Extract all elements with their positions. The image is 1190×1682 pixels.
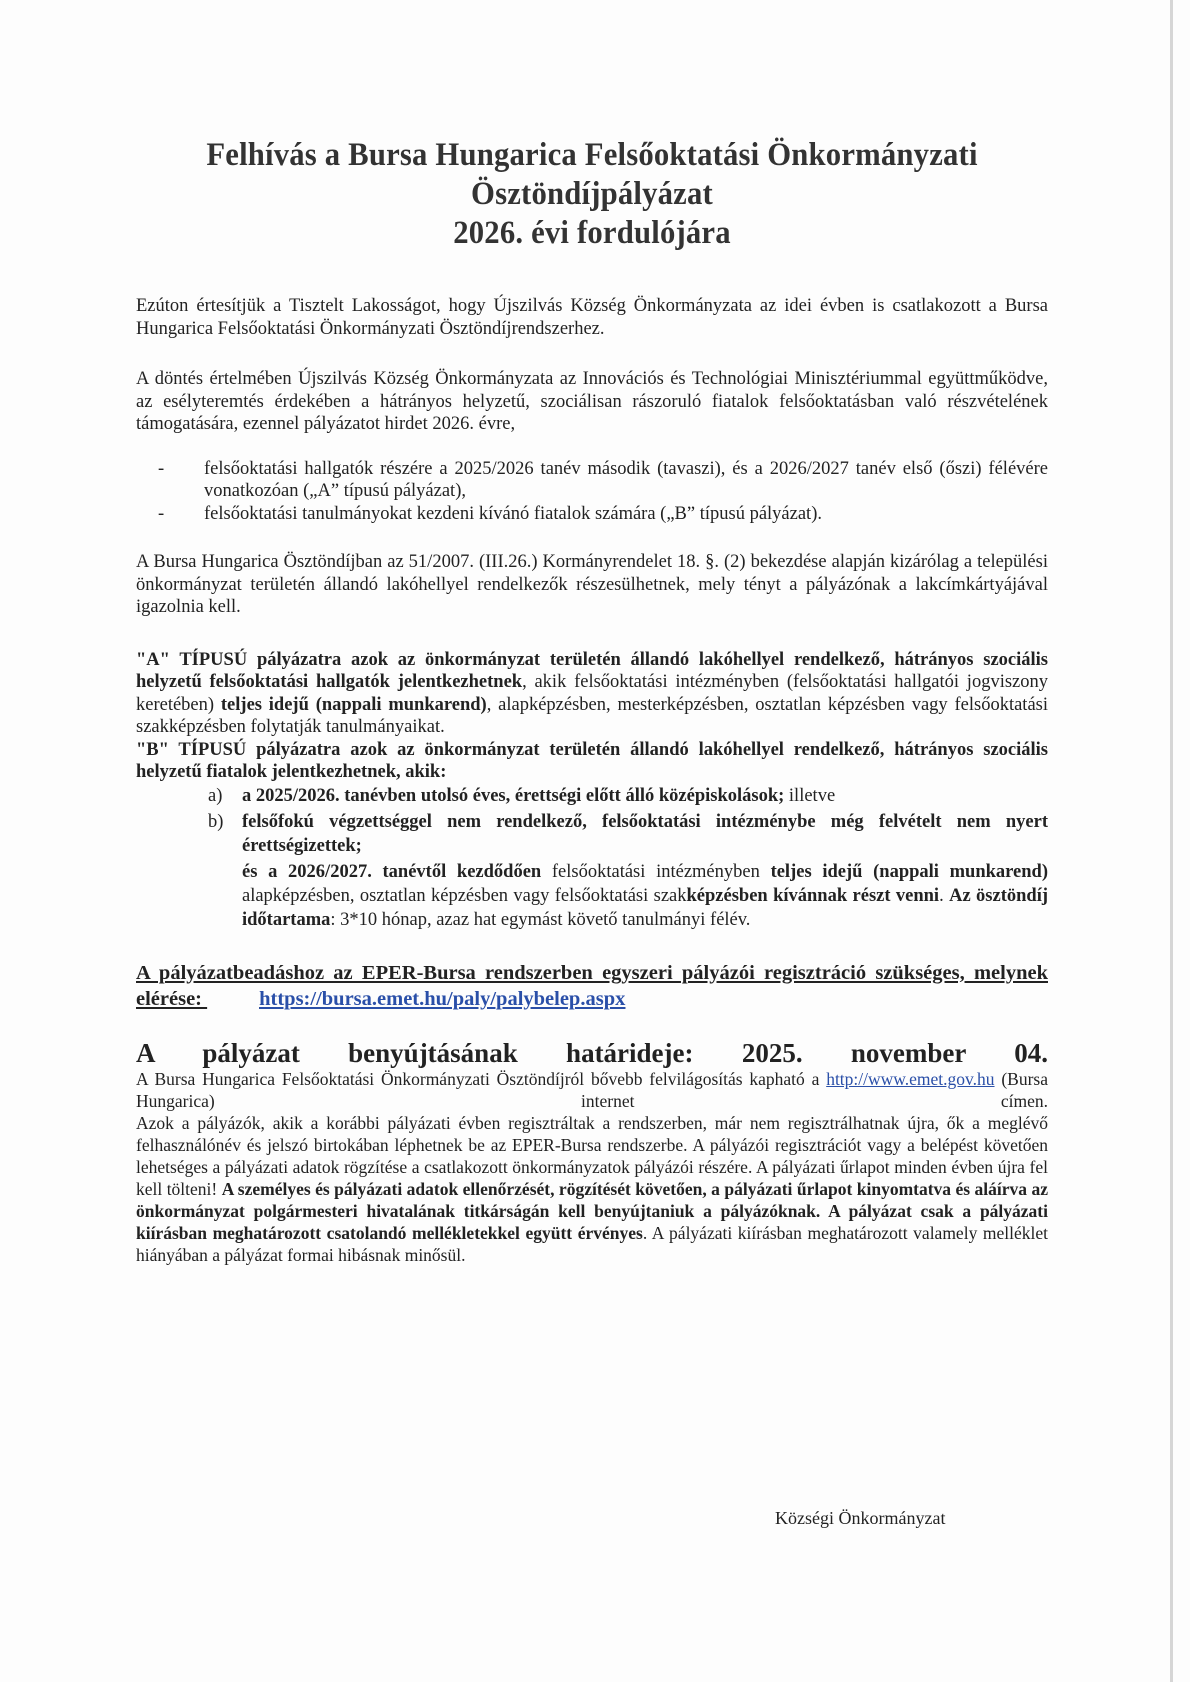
registration-link[interactable]: https://bursa.emet.hu/paly/palybelep.aspx: [259, 987, 626, 1010]
list-marker: a): [208, 785, 223, 806]
condition-suffix: illetve: [784, 785, 836, 806]
info-normal-1: Azok a pályázók, akik a korábbi pályázati évben regisztráltak a rendszerben, már nem regisztrálhatnak újra, ők a meglévő felhasználónév és jelszó birtokában léphetnek be az EPER-Bursa rendszerbe. A pályázói regisztrációt vagy a belépést követően lehetséges a pályázati adatok rögzítése a csatlakozott önkormányzatok pályázói részére. A pályázati űrlapot minden évben újra fel kell tölteni!: [136, 1112, 1048, 1199]
type-b-intro: "B" TÍPUSÚ pályázatra azok az önkormányzat területén állandó lakóhellyel rendelkező, hátrányos szociális helyzetű fiatalok jelentkezhetnek, akik:: [136, 739, 1048, 782]
list-item: [136, 784, 1048, 808]
cont-bold-1: és a 2026/2027. tanévtől kezdődően: [242, 861, 542, 882]
type-a-bold-1: "A" TÍPUSÚ pályázatra azok az önkormányzat területén állandó lakóhellyel rendelkező, hátrányos szociális helyzetű felsőoktatási hallgatók jelentkezhetnek: [136, 649, 1048, 692]
condition-text: felsőfokú végzettséggel nem rendelkező, felsőoktatási intézménybe még felvételt nem nyert érettségizettek;: [242, 811, 1048, 856]
document-page: [136, 136, 1048, 1266]
type-a-normal-1: , akik felsőoktatási intézményben (felsőoktatási hallgatói jogviszony keretében): [136, 672, 1048, 715]
intro-paragraph: Ezúton értesítjük a Tisztelt Lakosságot, hogy Újszilvás Község Önkormányzata az idei évben is csatlakozott a Bursa Hungarica Felsőoktatási Önkormányzati Ösztöndíjrendszerhez.: [136, 296, 1048, 339]
info-paragraph: [136, 1112, 1048, 1266]
info-bold-1: A személyes és pályázati adatok ellenőrzését, rögzítését követően, a pályázati űrlapot kinyomtatva és aláírva az önkormányzat polgármesteri hivatalának titkárságán kell benyújtaniuk a pályázóknak. A pályázat csak a pályázati kiírásban meghatározott csatolandó mellékletekkel együtt érvényes: [136, 1178, 1048, 1243]
cont-bold-4: Az ösztöndíj időtartama: [242, 885, 1048, 930]
decision-paragraph: A döntés értelmében Újszilvás Község Önkormányzata az Innovációs és Technológiai Minisztériummal együttműködve, az esélyteremtés érdekében a hátrányos helyzetű, szociálisan rászoruló fiatalok felsőoktatásban való részvételének támogatására, ezennel pályázatot hirdet 2026. évre,: [136, 369, 1048, 434]
title-line-2: Ösztöndíjpályázat: [471, 176, 713, 212]
info-line: [136, 1068, 1048, 1112]
list-item: [136, 810, 1048, 858]
type-a-normal-2: , alapképzésben, mesterképzésben, osztatlan képzésben vagy felsőoktatási szakképzésben folytatják tanulmányaikat.: [136, 694, 1048, 737]
cont-bold-3: képzésben kívánnak részt venni: [686, 885, 940, 906]
type-b-continuation: [136, 860, 1048, 932]
cont-bold-2: teljes idejű (nappali munkarend): [770, 861, 1048, 882]
registration-text: A pályázatbeadáshoz az EPER-Bursa rendszerben egyszeri pályázói regisztráció szükséges, melynek elérése:: [136, 961, 1048, 1010]
list-marker: b): [208, 811, 224, 832]
type-a-paragraph: [136, 649, 1048, 739]
emet-link[interactable]: http://www.emet.gov.hu: [826, 1068, 995, 1089]
condition-text: a 2025/2026. tanévben utolsó éves, érettségi előtt álló középiskolások;: [242, 785, 785, 806]
title-line-3: 2026. évi fordulójára: [453, 215, 731, 251]
list-item: - felsőoktatási hallgatók részére a 2025/2026 tanév második (tavaszi), és a 2026/2027 tanév első (őszi) félévére vonatkozóan („A” típusú pályázat),: [136, 458, 1048, 503]
document-title: [168, 136, 1016, 253]
deadline-heading: A pályázat benyújtásának határideje: 2025. november 04.: [136, 1037, 1048, 1068]
title-line-1: Felhívás a Bursa Hungarica Felsőoktatási Önkormányzati: [206, 137, 978, 173]
info-normal-2: . A pályázati kiírásban meghatározott valamely melléklet hiányában a pályázat formai hibásnak minősül.: [136, 1222, 1049, 1265]
type-a-bold-2: teljes idejű (nappali munkarend): [220, 694, 487, 715]
list-item: - felsőoktatási tanulmányokat kezdeni kívánó fiatalok számára („B” típusú pályázat).: [136, 503, 1048, 526]
legal-paragraph: A Bursa Hungarica Ösztöndíjban az 51/2007. (III.26.) Kormányrendelet 18. §. (2) bekezdése alapján kizárólag a települési önkormányzat területén állandó lakóhellyel rendelkezők részesülhetnek, mely tényt a pályázónak a lakcímkártyájával igazolnia kell.: [136, 552, 1048, 617]
cont-normal-3: .: [939, 885, 950, 906]
cont-normal-4: : 3*10 hónap, azaz hat egymást követő tanulmányi félév.: [330, 909, 751, 930]
scan-edge-line: [1170, 0, 1173, 1682]
type-b-conditions: [136, 784, 1048, 858]
cont-normal-2: alapképzésben, osztatlan képzésben vagy felsőoktatási szak: [242, 885, 687, 906]
registration-notice: [136, 960, 1048, 1012]
info-text-b: (Bursa Hungarica) internet címen.: [136, 1068, 1048, 1111]
signature: Községi Önkormányzat: [775, 1508, 946, 1528]
info-text: A Bursa Hungarica Felsőoktatási Önkormányzati Ösztöndíjról bővebb felvilágosítás kapható a: [136, 1068, 820, 1089]
cont-normal-1: felsőoktatási intézményben: [541, 861, 771, 882]
application-types-list: [136, 458, 1048, 526]
